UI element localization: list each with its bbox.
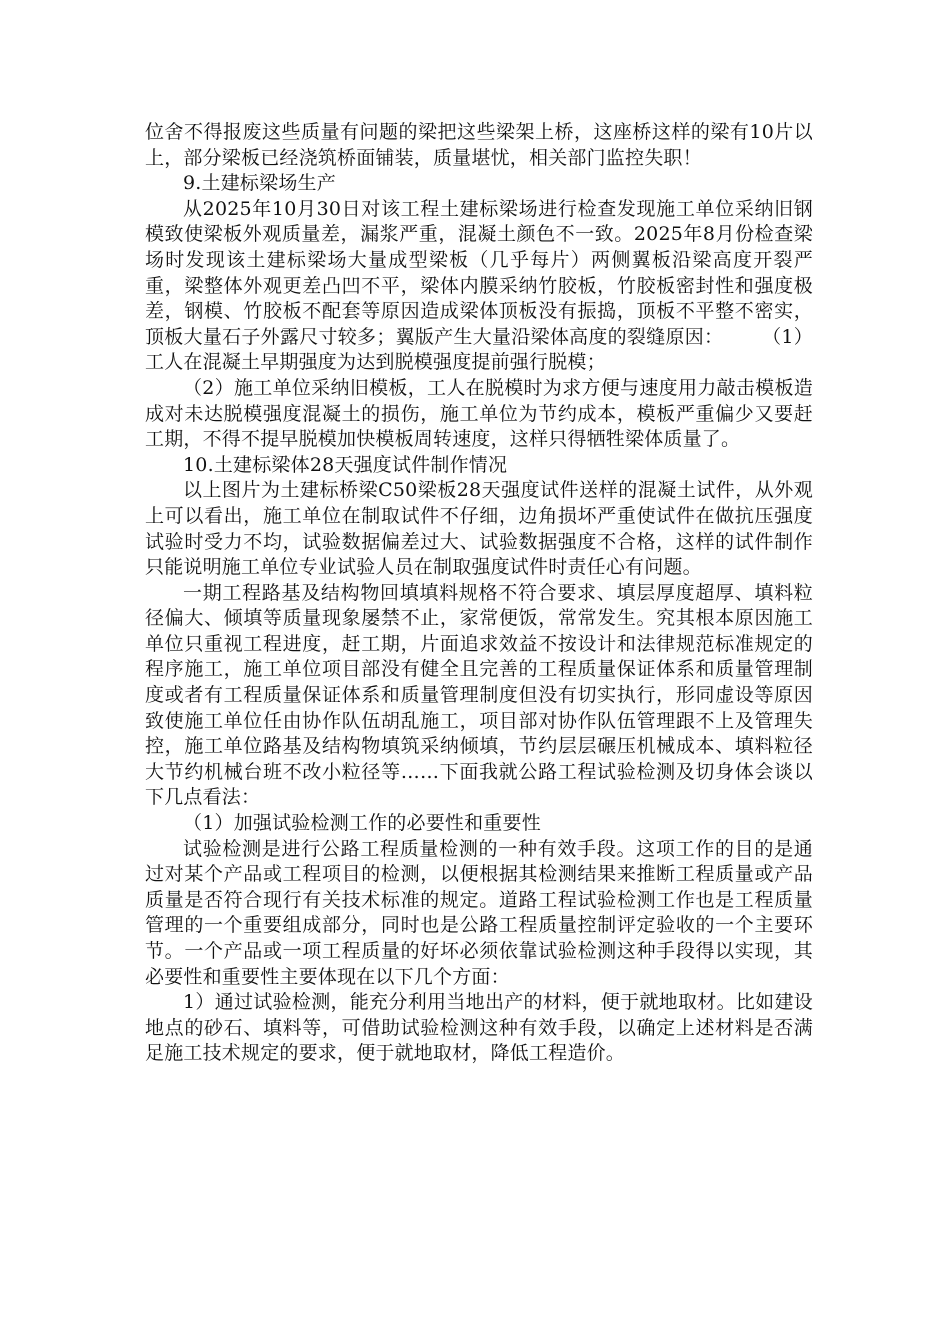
paragraph-beam-yard-inspection: 从2025年10月30日对该工程土建标梁场进行检查发现施工单位采纳旧钢模致使梁板外观质量差，漏浆严重，混凝土颜色不一致。2025年8月份检查梁场时发现该土建标梁场大量成型梁板（几乎每片）两侧翼板沿梁高度开裂严重，梁整体外观更差凸凹不平，梁体内膜采纳竹胶板，竹胶板密封性和强度极差，钢模、竹胶板不配套等原因造成梁体顶板没有振捣，顶板不平整不密实，顶板大量石子外露尺寸较多；翼版产生大量沿梁体高度的裂缝原因： （1）工人在混凝土早期强度为达到脱模强度提前强行脱模；	[145, 197, 813, 374]
subheading-testing-importance: （1）加强试验检测工作的必要性和重要性	[183, 812, 541, 835]
paragraph-cause-2: （2）施工单位采纳旧模板，工人在脱模时为求方便与速度用力敲击模板造成对未达脱模强度混凝土的损伤，施工单位为节约成本，模板严重偏少又要赶工期，不得不提早脱模加快模板周转速度，这样只得牺牲梁体质量了。	[145, 376, 813, 451]
paragraph-point-1: 1）通过试验检测，能充分利用当地出产的材料，便于就地取材。比如建设地点的砂石、填料等，可借助试验检测这种有效手段，以确定上述材料是否满足施工技术规定的要求，便于就地取材，降低工程造价。	[145, 991, 813, 1065]
paragraph-test-specimens: 以上图片为土建标桥梁C50梁板28天强度试件送样的混凝土试件，从外观上可以看出，施工单位在制取试件不仔细，边角损坏严重使试件在做抗压强度试验时受力不均，试验数据偏差过大、试验数据强度不合格，这样的试件制作只能说明施工单位专业试验人员在制取强度试件时责任心有问题。	[145, 479, 813, 579]
section-heading-10: 10.土建标梁体28天强度试件制作情况	[183, 453, 508, 476]
paragraph-testing-purpose: 试验检测是进行公路工程质量检测的一种有效手段。这项工作的目的是通过对某个产品或工程项目的检测，以便根据其检测结果来推断工程质量或产品质量是否符合现行有关技术标准的规定。道路工程试验检测工作也是工程质量管理的一个重要组成部分，同时也是公路工程质量控制评定验收的一个主要环节。一个产品或一项工程质量的好坏必须依靠试验检测这种手段得以实现，其必要性和重要性主要体现在以下几个方面：	[145, 837, 813, 988]
paragraph-continued: 位舍不得报废这些质量有问题的梁把这些梁架上桥，这座桥这样的梁有10片以上，部分梁板已经浇筑桥面铺装，质量堪忧，相关部门监控失职！	[145, 121, 813, 169]
document-body	[145, 120, 813, 1067]
paragraph-subgrade-quality: 一期工程路基及结构物回填填料规格不符合要求、填层厚度超厚、填料粒径偏大、倾填等质量现象屡禁不止，家常便饭，常常发生。究其根本原因施工单位只重视工程进度，赶工期，片面追求效益不按设计和法律规范标准规定的程序施工，施工单位项目部没有健全且完善的工程质量保证体系和质量管理制度或者有工程质量保证体系和质量管理制度但没有切实执行，形同虚设等原因致使施工单位任由协作队伍胡乱施工，项目部对协作队伍管理跟不上及管理失控，施工单位路基及结构物填筑采纳倾填，节约层层碾压机械成本、填料粒径大节约机械台班不改小粒径等……下面我就公路工程试验检测及切身体会谈以下几点看法：	[145, 581, 813, 809]
section-heading-9: 9.土建标梁场生产	[183, 172, 336, 195]
